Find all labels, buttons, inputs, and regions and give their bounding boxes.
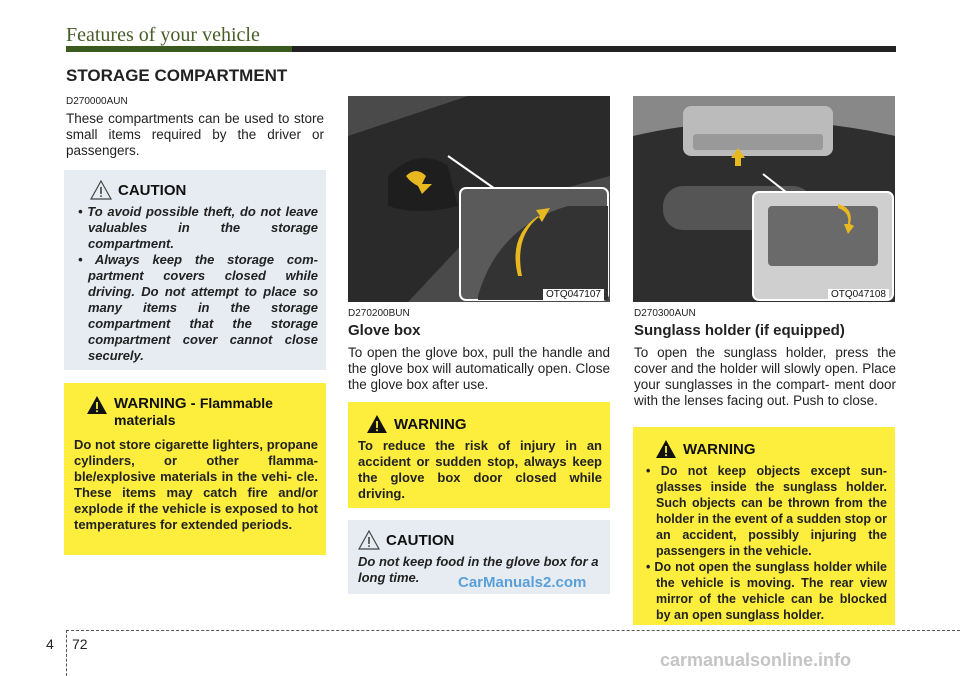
glove-box-title: Glove box (348, 322, 421, 339)
section-title: STORAGE COMPARTMENT (66, 66, 288, 85)
chapter-number: 4 (46, 636, 54, 652)
warning-box-sunglass (633, 427, 895, 625)
glove-box-photo (348, 96, 610, 302)
caution-box-theft (64, 170, 326, 370)
header-rule (66, 46, 896, 52)
warning-heading (86, 395, 318, 429)
caution-triangle-icon (358, 530, 380, 550)
caution-heading (90, 180, 318, 200)
glove-box-code: D270200BUN (348, 308, 410, 319)
warning-title-suffix: Flammable materials (114, 395, 273, 428)
watermark-text: CarManuals2.com (458, 574, 587, 591)
site-watermark: carmanualsonline.info (660, 650, 852, 670)
warning-title: WARNING - (114, 395, 200, 412)
caution-text: Do not keep food in the glove box for a long time. (358, 554, 599, 585)
warning-box-flammable (64, 383, 326, 555)
footer-rule (66, 630, 960, 631)
caution-triangle-icon (90, 180, 112, 200)
caution-item: • Always keep the storage com- partment covers closed while driving. Do not attempt to place so many items in the storage compartment that the storage compartment cover cannot close securely. (78, 252, 318, 363)
caution-title: CAUTION (118, 181, 187, 199)
sunglass-photo-label: OTQ047108 (828, 289, 889, 300)
caution-heading (358, 530, 602, 550)
warning-item: • Do not keep objects except sun- glasses inside the sunglass holder. Such objects can be thrown from the holder in the event of a sudden stop or an accident, possibly injuring the passengers in the vehicle. (646, 464, 887, 558)
warning-triangle-icon (86, 395, 108, 415)
caution-item: • To avoid possible theft, do not leave valuables in the storage compartment. (78, 204, 318, 251)
footer-divider (66, 630, 67, 676)
warning-text: To reduce the risk of injury in an accident or sudden stop, always keep the glove box door closed while driving. (358, 438, 602, 501)
warning-heading (655, 439, 887, 459)
warning-box-glove (348, 402, 610, 508)
warning-title: WARNING (394, 415, 467, 433)
caution-title: CAUTION (386, 531, 455, 549)
sunglass-text: To open the sunglass holder, press the cover and the holder will slowly open. Place your sunglasses in the compart- ment door with the lenses facing out. Push to close. (634, 345, 896, 408)
warning-triangle-icon (655, 439, 677, 459)
warning-title: WARNING (683, 440, 756, 458)
warning-list (641, 463, 887, 623)
warning-text: Do not store cigarette lighters, propane cylinders, or other flamma- ble/explosive materials in the vehi- cle. These items may catch fire and/or explode if the vehicle is exposed to hot temperatures for extended periods. (74, 437, 318, 532)
intro-code: D270000AUN (66, 96, 128, 107)
sunglass-holder-illustration (633, 96, 895, 302)
glove-box-text: To open the glove box, pull the handle and the glove box will automatically open. Close the glove box after use. (348, 345, 610, 392)
header-title: Features of your vehicle (66, 24, 260, 46)
page-number: 72 (72, 636, 88, 652)
sunglass-holder-photo (633, 96, 895, 302)
caution-list (74, 204, 318, 364)
warning-item: • Do not open the sunglass holder while the vehicle is moving. The rear view mirror of the vehicle can be blocked by an open sunglass holder. (646, 560, 887, 622)
sunglass-title: Sunglass holder (if equipped) (634, 322, 845, 339)
glove-box-illustration (348, 96, 610, 302)
glove-box-photo-label: OTQ047107 (543, 289, 604, 300)
sunglass-code: D270300AUN (634, 308, 696, 319)
warning-heading (366, 414, 602, 434)
warning-triangle-icon (366, 414, 388, 434)
intro-text: These compartments can be used to store small items required by the driver or passengers. (66, 111, 324, 158)
